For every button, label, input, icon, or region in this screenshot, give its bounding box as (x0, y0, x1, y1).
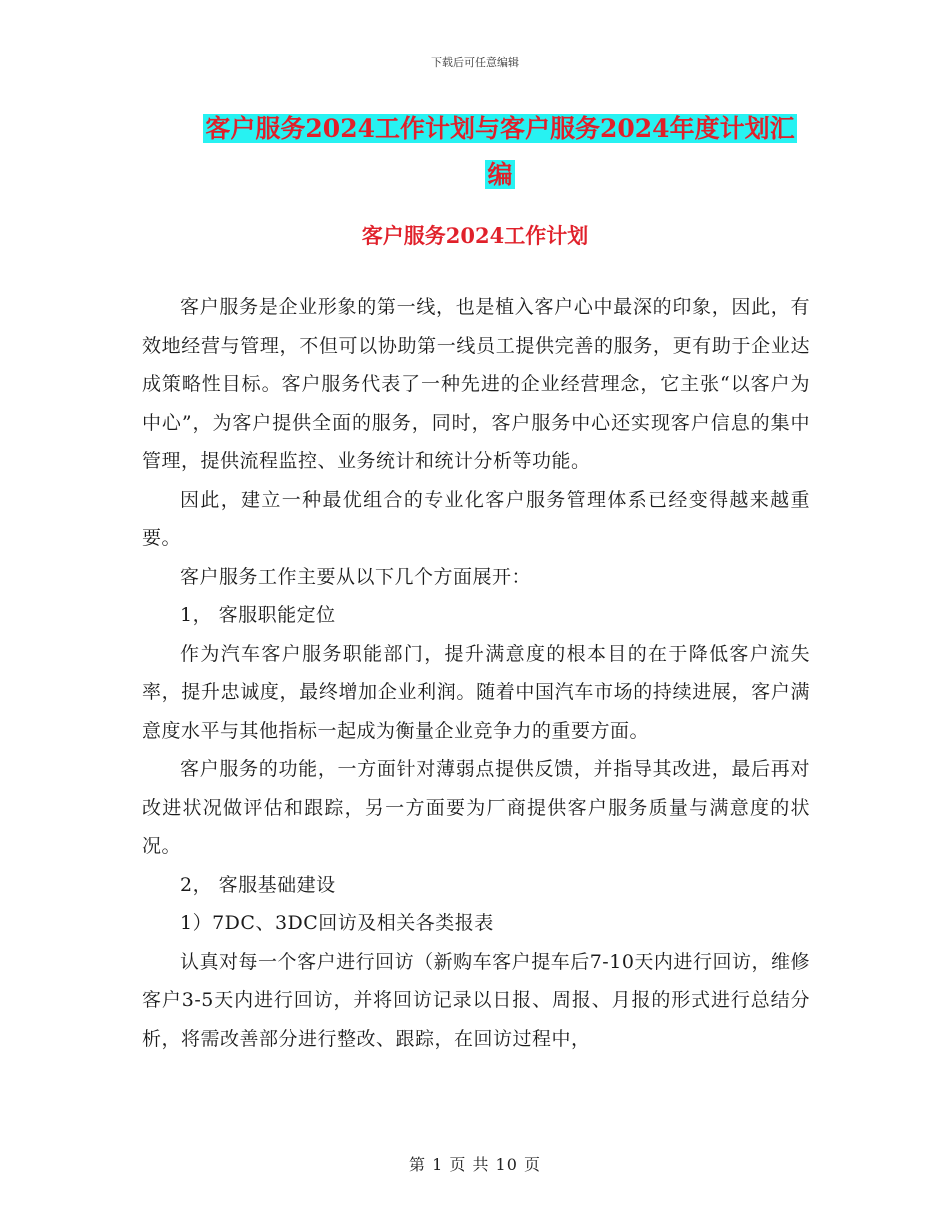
header-note: 下载后可任意编辑 (431, 56, 519, 69)
document-title-line1: 客户服务2024工作计划与客户服务2024年度计划汇 (205, 114, 795, 143)
paragraph: 认真对每一个客户进行回访（新购车客户提车后7-10天内进行回访，维修客户3-5天内进行回访，并将回访记录以日报、周报、月报的形式进行总结分析，将需改善部分进行整改、跟踪，在回访过程中， (142, 950, 810, 1050)
sub-heading: 1）7DC、3DC回访及相关各类报表 (180, 912, 494, 934)
page-number: 第 1 页 共 10 页 (409, 1155, 541, 1174)
paragraph: 客户服务的功能，一方面针对薄弱点提供反馈，并指导其改进，最后再对改进状况做评估和跟踪，另一方面要为厂商提供客户服务质量与满意度的状况。 (142, 758, 810, 857)
list-heading-1: 1， 客服职能定位 (180, 604, 336, 626)
paragraph: 作为汽车客户服务职能部门，提升满意度的根本目的在于降低客户流失率，提升忠诚度，最终增加企业利润。随着中国汽车市场的持续进展，客户满意度水平与其他指标一起成为衡量企业竞争力的重要方面。 (142, 642, 810, 742)
document-title (180, 106, 820, 198)
paragraph: 客户服务是企业形象的第一线，也是植入客户心中最深的印象，因此，有效地经营与管理，不但可以协助第一线员工提供完善的服务，更有助于企业达成策略性目标。客户服务代表了一种先进的企业经营理念，它主张“以客户为中心”，为客户提供全面的服务，同时，客户服务中心还实现客户信息的集中管理，提供流程监控、业务统计和统计分析等功能。 (142, 296, 810, 472)
document-body (142, 288, 810, 1058)
document-title-line2: 编 (487, 160, 513, 189)
paragraph: 客户服务工作主要从以下几个方面展开： (180, 565, 532, 588)
list-heading-2: 2， 客服基础建设 (180, 873, 336, 896)
section-title: 客户服务2024工作计划 (361, 223, 589, 248)
paragraph: 因此，建立一种最优组合的专业化客户服务管理体系已经变得越来越重要。 (142, 488, 810, 549)
